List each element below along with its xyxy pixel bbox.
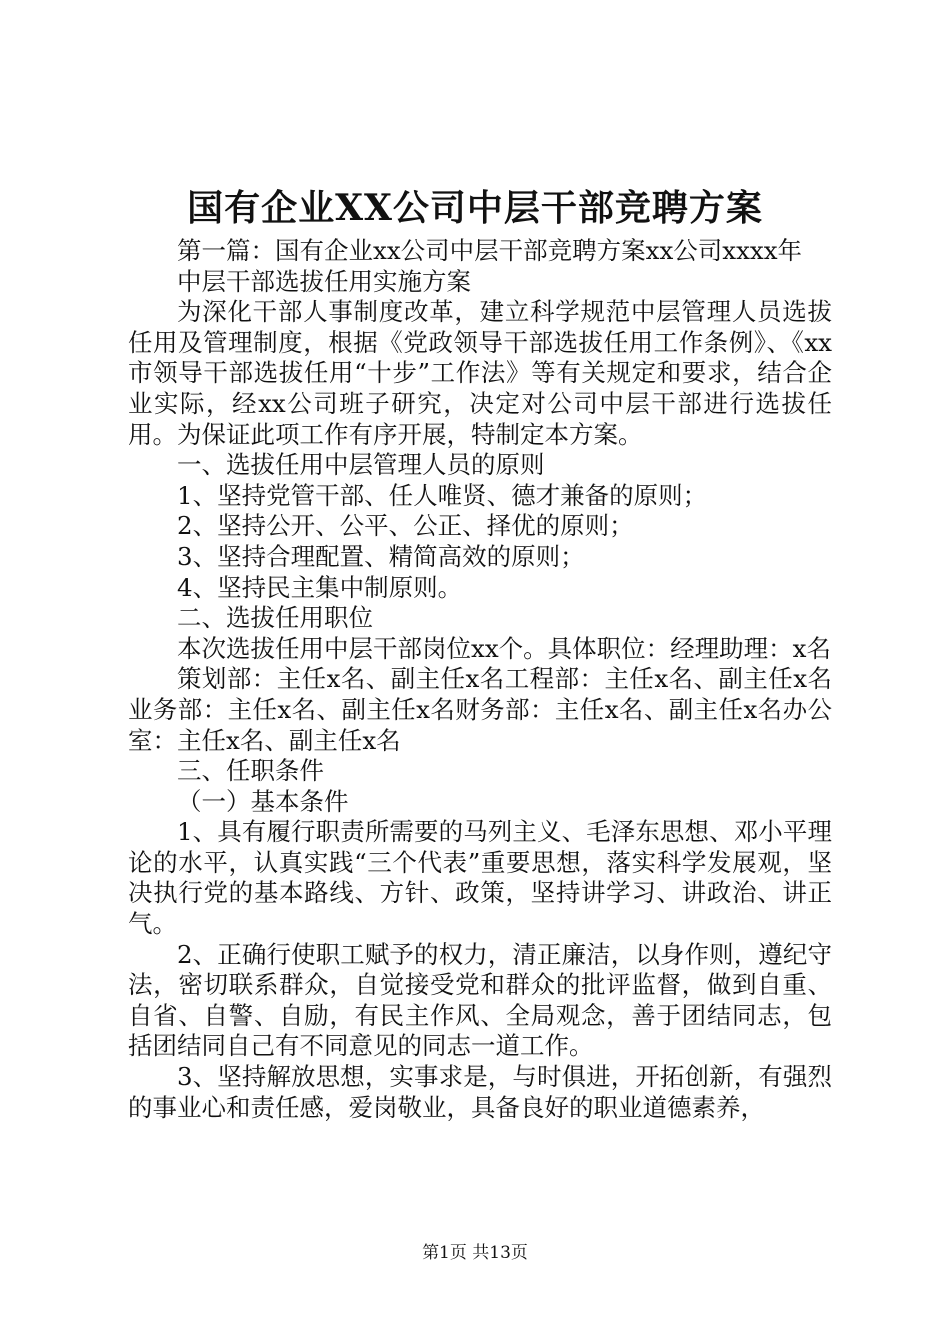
page-footer: 第1页 共13页: [422, 1243, 528, 1263]
section-heading-qualifications: 三、任职条件: [177, 756, 324, 786]
paragraph-positions-count: 本次选拔任用中层干部岗位xx个。具体职位：经理助理：x名: [177, 633, 831, 663]
section-heading-principles: 一、选拔任用中层管理人员的原则: [177, 450, 545, 480]
paragraph-part-heading: 第一篇：国有企业xx公司中层干部竞聘方案xx公司xxxx年: [177, 236, 803, 265]
principle-item: 3、坚持合理配置、精简高效的原则；: [177, 541, 585, 571]
principle-item: 2、坚持公开、公平、公正、择优的原则；: [177, 511, 634, 541]
qualification-item: 3、坚持解放思想，实事求是，与时俱进，开拓创新，有强烈的事业心和责任感，爱岗敬业，具备良好的职业道德素养，: [128, 1062, 832, 1122]
principle-item: 4、坚持民主集中制原则。: [177, 572, 463, 602]
principle-item: 1、坚持党管干部、任人唯贤、德才兼备的原则；: [177, 480, 708, 510]
paragraph-intro: 为深化干部人事制度改革，建立科学规范中层管理人员选拔任用及管理制度，根据《党政领导干部选拔任用工作条例》、《xx市领导干部选拔任用“十步”工作法》等有关规定和要求，结合企业实际，经xx公司班子研究，决定对公司中层干部进行选拔任用。为保证此项工作有序开展，特制定本方案。: [128, 297, 832, 449]
paragraph-positions-list: 策划部：主任x名、副主任x名工程部：主任x名、副主任x名业务部：主任x名、副主任x名财务部：主任x名、副主任x名办公室：主任x名、副主任x名: [128, 664, 832, 755]
document-body: [128, 236, 832, 1123]
document-title: 国有企业XX公司中层干部竞聘方案: [187, 187, 763, 229]
section-heading-positions: 二、选拔任用职位: [177, 603, 373, 633]
subsection-heading-basic: （一）基本条件: [177, 786, 349, 816]
qualification-item: 1、具有履行职责所需要的马列主义、毛泽东思想、邓小平理论的水平，认真实践“三个代表”重要思想，落实科学发展观，坚决执行党的基本路线、方针、政策，坚持讲学习、讲政治、讲正气。: [128, 817, 832, 939]
paragraph-plan-title: 中层干部选拔任用实施方案: [177, 266, 471, 296]
qualification-item: 2、正确行使职工赋予的权力，清正廉洁，以身作则，遵纪守法，密切联系群众，自觉接受党和群众的批评监督，做到自重、自省、自警、自励，有民主作风、全局观念，善于团结同志，包括团结同自己有不同意见的同志一道工作。: [128, 939, 832, 1061]
